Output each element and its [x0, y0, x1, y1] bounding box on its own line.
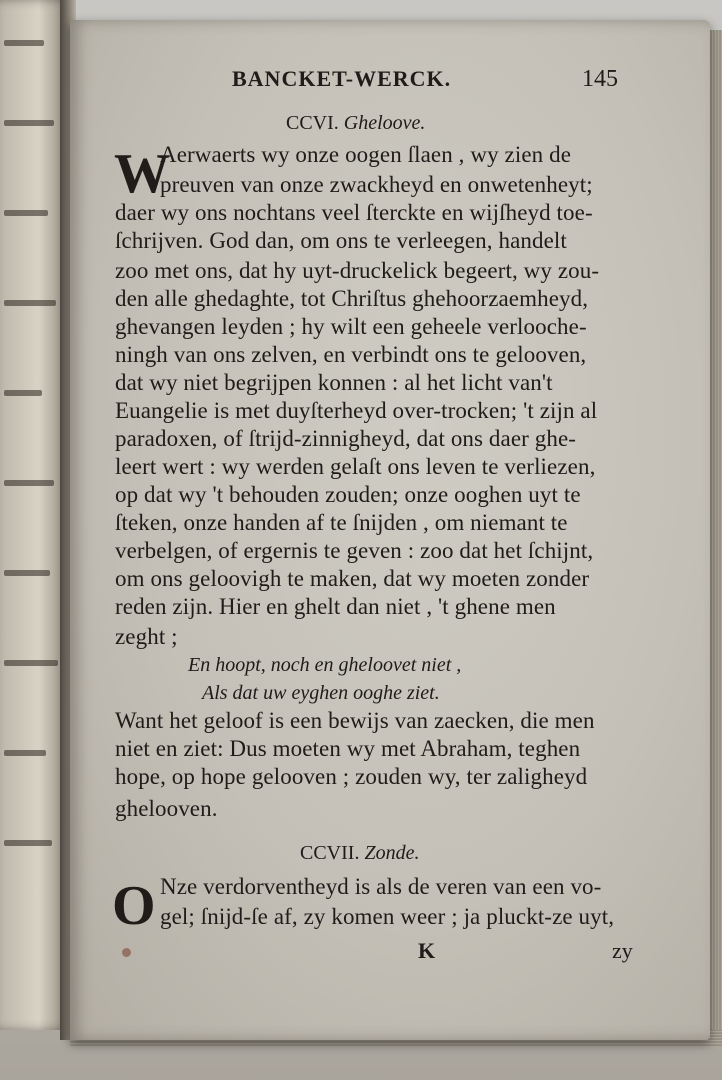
text-line: preuven van onze zwackheyd en onwetenheyt;	[160, 172, 593, 197]
ghost-text-line	[4, 750, 46, 756]
text-line: paradoxen, of ſtrijd-zinnigheyd, dat ons daer ghe-	[115, 426, 577, 451]
text-line: reden zijn. Hier en ghelt dan niet , 't ghene men	[115, 594, 556, 619]
section-heading-1	[286, 112, 425, 135]
text-line: ſchrijven. God dan, om ons te verleegen, handelt	[115, 228, 567, 253]
section-numeral: CCVII.	[300, 842, 360, 864]
text-line: Want het geloof is een bewijs van zaecken, die men	[115, 708, 595, 733]
text-line: zeght ;	[115, 624, 178, 649]
text-line: daer wy ons nochtans veel ſterckte en wijſheyd toe-	[115, 200, 593, 225]
text-line: om ons geloovigh te maken, dat wy moeten zonder	[115, 566, 590, 591]
text-line: ningh van ons zelven, en verbindt ons te gelooven,	[115, 342, 587, 367]
ghost-text-line	[4, 390, 42, 396]
ghost-text-line	[4, 40, 44, 46]
ghost-text-line	[4, 210, 48, 216]
text-line: hope, op hope gelooven ; zouden wy, ter zaligheyd	[115, 764, 588, 789]
ghost-text-line	[4, 480, 54, 486]
ghost-text-line	[4, 840, 52, 846]
text-line: den alle ghedaghte, tot Chriſtus ghehoorzaemheyd,	[115, 286, 589, 311]
running-head	[232, 66, 632, 98]
ghost-text-line	[4, 570, 50, 576]
text-line: ghelooven.	[115, 796, 218, 821]
catchword: zy	[612, 938, 633, 963]
ghost-text-line	[4, 300, 56, 306]
text-line: ghevangen leyden ; hy wilt een geheele verlooche-	[115, 314, 587, 339]
section-numeral: CCVI.	[286, 112, 339, 134]
ghost-text-line	[4, 120, 54, 126]
text-line: ſteken, onze handen af te ſnijden , om niemant te	[115, 510, 568, 535]
text-line: dat wy niet begrijpen konnen : al het licht van't	[115, 370, 553, 395]
ghost-text-line	[4, 660, 58, 666]
text-line: op dat wy 't behouden zouden; onze ooghen uyt te	[115, 482, 581, 507]
page-number: 145	[582, 66, 618, 92]
text-line: niet en ziet: Dus moeten wy met Abraham, teghen	[115, 736, 581, 761]
text-line: verbelgen, of ergernis te geven : zoo dat het ſchijnt,	[115, 538, 594, 563]
text-line: Nze verdorventheyd is als de veren van een vo-	[160, 874, 602, 899]
text-line: Aerwaerts wy onze oogen ſlaen , wy zien de	[160, 142, 572, 167]
text-line: gel; ſnijd-ſe af, zy komen weer ; ja pluckt-ze uyt,	[160, 904, 615, 929]
verse-line: Als dat uw eyghen ooghe ziet.	[202, 682, 440, 704]
signature-mark: K	[418, 938, 436, 963]
drop-cap: O	[112, 875, 156, 937]
section-title: Gheloove.	[343, 112, 426, 134]
verse-line: En hoopt, noch en gheloovet niet ,	[188, 654, 462, 676]
section-title: Zonde.	[364, 842, 420, 864]
foxing-spot	[122, 948, 131, 957]
section-heading-2	[300, 842, 419, 865]
text-line: Euangelie is met duyſterheyd over-trocken; 't zijn al	[115, 398, 598, 423]
running-title: BANCKET-WERCK.	[232, 66, 452, 91]
text-line: zoo met ons, dat hy uyt-druckelick begeert, wy zou-	[115, 258, 600, 283]
drop-cap: W	[114, 143, 170, 205]
text-line: leert wert : wy werden gelaſt ons leven te verliezen,	[115, 454, 596, 479]
